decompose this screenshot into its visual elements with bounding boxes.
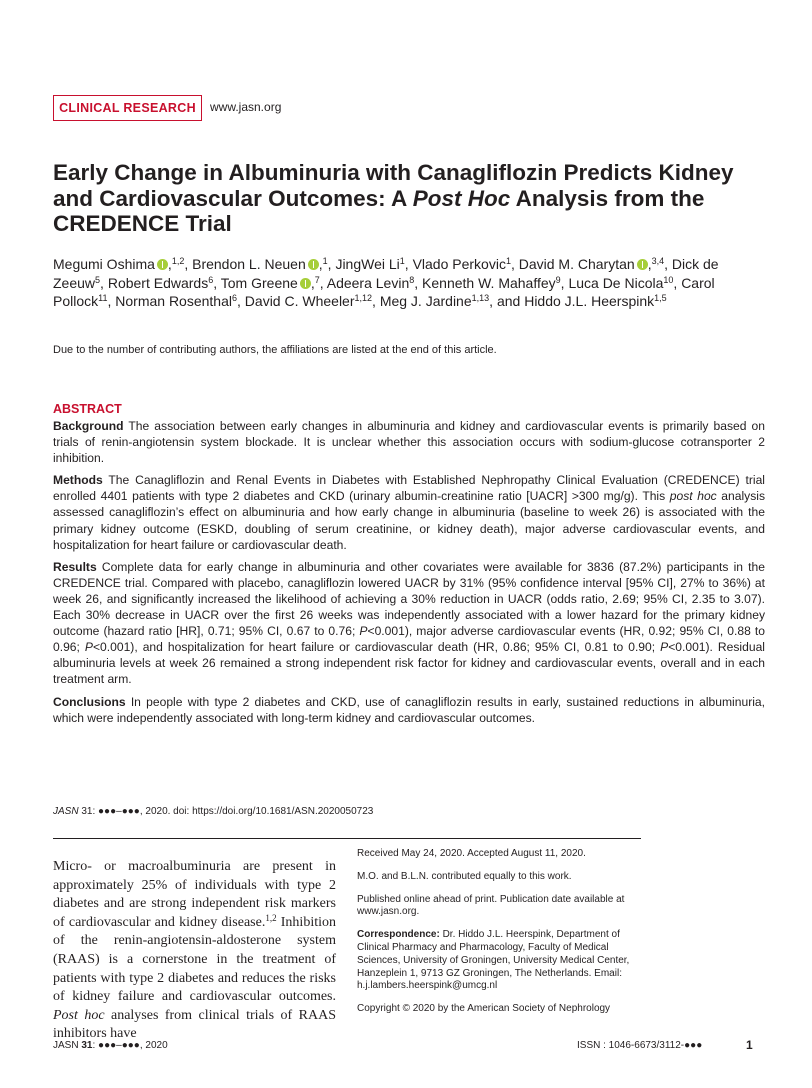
conclusions-text: In people with type 2 diabetes and CKD, use of canagliflozin results in early, sustained reductions in albuminuria, which were independently associated with long-term kidney and cardiovascular outcomes. xyxy=(53,694,765,725)
author-name: Dick de Zeeuw xyxy=(53,256,719,291)
affiliation-marker: 6 xyxy=(232,293,238,303)
abstract-results xyxy=(53,559,765,688)
author-name: David C. Wheeler xyxy=(244,293,355,309)
p-value-symbol: P xyxy=(84,640,93,655)
abstract-body xyxy=(53,418,765,732)
author xyxy=(380,293,489,309)
author-name: David M. Charytan xyxy=(518,256,635,272)
abstract-background xyxy=(53,418,765,466)
methods-label: Methods xyxy=(53,473,103,488)
affiliation-marker: 1 xyxy=(322,256,328,266)
author-name: Kenneth W. Mahaffey xyxy=(422,274,556,291)
affiliation-marker: 1,5 xyxy=(654,293,667,303)
author-name: Megumi Oshima xyxy=(53,256,155,272)
title-part: Analysis from the CREDENCE Trial xyxy=(53,185,705,236)
citation-rest[interactable]: 31: ●●●–●●●, 2020. doi: https://doi.org/10.1681/ASN.2020050723 xyxy=(78,806,374,817)
footer-issn: ISSN : 1046-6673/3112-●●● xyxy=(577,1040,703,1051)
affiliation-marker: 1 xyxy=(399,256,405,266)
article-notes xyxy=(357,848,641,1026)
intro-text: Inhibition of the renin-angiotensin-aldosterone system (RAAS) is a cornerstone in the treatment of patients with type 2 diabetes and reduces the risks of kidney failure and cardiovascular outcomes. xyxy=(53,914,336,1005)
author xyxy=(245,293,372,309)
affiliation-marker: 8 xyxy=(409,274,415,285)
results-text: <0.001). Residual albuminuria levels at week 26 remained a strong independent risk factor for kidney and cardiovascular events, overall and in each treatment arm. xyxy=(53,640,765,687)
author xyxy=(524,293,666,309)
affiliation-marker: 1,13 xyxy=(471,293,490,303)
author xyxy=(115,293,237,309)
equal-contribution-note: M.O. and B.L.N. contributed equally to this work. xyxy=(357,870,572,882)
author-name: Norman Rosenthal xyxy=(115,293,232,309)
affiliation-marker: 1,12 xyxy=(354,293,373,303)
citation-journal: JASN xyxy=(53,806,79,817)
footer-pages: : ●●●–●●●, 2020 xyxy=(92,1040,168,1051)
correspondence-note xyxy=(357,929,641,993)
author xyxy=(568,275,673,291)
affiliation-marker: 10 xyxy=(663,274,674,285)
conclusions-label: Conclusions xyxy=(53,694,126,709)
p-value-symbol: P xyxy=(660,640,669,655)
orcid-icon[interactable] xyxy=(157,259,168,270)
author-name: Meg J. Jardine xyxy=(379,293,472,309)
copyright-note: Copyright © 2020 by the American Society of Nephrology xyxy=(357,1003,611,1015)
orcid-icon[interactable] xyxy=(300,278,311,289)
author-name: Luca De Nicola xyxy=(568,274,664,291)
background-text: The association between early changes in albuminuria and kidney and cardiovascular events is primarily based on trials of renin-angiotensin system blockade. It is unclear whether this association occurs with sodium-glucose cotransporter 2 inhibition. xyxy=(53,419,765,466)
abstract-methods xyxy=(53,472,765,552)
abstract-conclusions xyxy=(53,694,765,726)
author: David M. Charytan ,$^{3,4}$ xyxy=(518,256,665,272)
intro-italic: Post hoc xyxy=(53,1007,105,1023)
affiliation-marker: 9 xyxy=(555,274,561,285)
author-list: Megumi Oshima ,$^{1,2}$, Brendon L. Neuen ,$^1$, JingWei Li$^1$, Vlado Perkovic$^1$, David M. Charytan ,$^{3,4}$, Dick de Zeeuw$^5$, Robert Edwards$^6$, Tom Greene ,$^7$, Adeera Levin$^8$, Kenneth W. Mahaffey$^9$, Luca De Nicola$^{10}$, Carol Pollock$^{11}$, Norman Rosenthal$^6$, David C. Wheeler$^{1,12}$, Meg J. Jardine$^{1,13}$, and Hiddo J.L. Heerspink$^{1,5}$ xyxy=(53,256,719,309)
intro-paragraph xyxy=(53,858,336,1044)
abstract-heading: ABSTRACT xyxy=(53,402,122,416)
background-label: Background xyxy=(53,419,124,433)
citation xyxy=(53,806,373,817)
results-text: Complete data for early change in albuminuria and other covariates were available for 3836 (87.2%) participants in the CREDENCE trial. Compared with placebo, canagliflozin lowered UACR by 31% (95% confidence interval [95% CI], 27% to 36%) at week 26, and significantly increased the likelihood of achieving a 30% reduction in UACR (odds ratio, 2.69; 95% CI, 2.35 to 3.07). Each 30% decrease in UACR over the first 26 weeks was independently associated with a lower hazard for the primary kidney outcome (hazard ratio [HR], 0.71; 95% CI, 0.67 to 0.76; xyxy=(53,559,765,639)
author xyxy=(327,275,415,291)
orcid-icon[interactable] xyxy=(637,259,648,270)
author-name: JingWei Li xyxy=(335,256,400,272)
methods-italic: post hoc xyxy=(669,489,717,504)
affiliation-marker: 5 xyxy=(95,274,101,285)
author-name: Robert Edwards xyxy=(107,274,209,291)
affiliation-marker: 11 xyxy=(98,293,108,303)
footer-journal xyxy=(53,1040,168,1051)
affiliation-marker: 6 xyxy=(208,274,214,285)
reference-marker[interactable]: 1,2 xyxy=(265,912,277,923)
section-tag: CLINICAL RESEARCH xyxy=(53,95,202,121)
author-name: Adeera Levin xyxy=(326,274,410,291)
article-title xyxy=(53,160,753,237)
results-label: Results xyxy=(53,559,97,574)
affiliation-marker: 1,2 xyxy=(171,256,185,266)
author xyxy=(413,256,511,272)
received-note: Received May 24, 2020. Accepted August 11, 2020. xyxy=(357,848,586,859)
footer-journal-name: JASN xyxy=(53,1040,82,1051)
methods-text: analysis assessed canagliflozin’s effect on albuminuria and how early change in albuminuria (baseline to week 26) is associated with the primary kidney outcome (ESKD, doubling of serum creatinine, or kidney death), major adverse cardiovascular events, and hospitalization for heart failure or cardiovascular death. xyxy=(53,489,766,552)
intro-text: analyses from clinical trials of RAAS inhibitors have xyxy=(53,1007,337,1042)
affiliation-marker: 7 xyxy=(314,274,320,285)
author-name: Brendon L. Neuen xyxy=(192,256,306,272)
affiliation-marker: 3,4 xyxy=(651,256,665,266)
p-value-symbol: P xyxy=(359,624,368,639)
published-note: Published online ahead of print. Publication date available at www.jasn.org. xyxy=(357,893,625,918)
page-number: 1 xyxy=(746,1038,753,1052)
author xyxy=(335,256,404,272)
footer-volume: 31 xyxy=(81,1040,93,1051)
divider xyxy=(53,838,641,839)
author: Brendon L. Neuen ,$^1$ xyxy=(192,256,328,272)
orcid-icon[interactable] xyxy=(308,259,319,270)
journal-url[interactable]: www.jasn.org xyxy=(210,100,282,114)
title-italic: Post Hoc xyxy=(412,185,511,211)
intro-text: Micro- or macroalbuminuria are present in approximately 25% of individuals with type 2 diabetes and are strong independent risk markers of cardiovascular and kidney disease. xyxy=(53,859,336,930)
affiliation-marker: 1 xyxy=(505,256,511,266)
author-name: Vlado Perkovic xyxy=(412,256,506,272)
results-text: <0.001), and hospitalization for heart failure or cardiovascular death (HR, 0.86; 95% CI, 0.81 to 0.90; xyxy=(92,640,661,655)
author xyxy=(108,275,213,291)
results-text: <0.001), major adverse cardiovascular events (HR, 0.92; 95% CI, 0.88 to 0.96; xyxy=(53,624,765,655)
correspondence-label: Correspondence: xyxy=(357,929,440,941)
author xyxy=(422,275,561,291)
author: Tom Greene ,$^7$ xyxy=(220,274,320,291)
correspondence-text: Dr. Hiddo J.L. Heerspink, Department of Clinical Pharmacy and Pharmacology, Faculty of Medical Sciences, University of Groningen, University Medical Center, Hanzeplein 1, 9713 GZ Groningen, The Netherlands. Email: h.j.lambers.heerspink@umcg.nl xyxy=(357,929,630,992)
author-name: Hiddo J.L. Heerspink xyxy=(524,293,655,309)
author: Megumi Oshima ,$^{1,2}$ xyxy=(53,256,185,272)
author-name: Carol Pollock xyxy=(53,274,715,309)
title-part: Early Change in Albuminuria with Canagliflozin Predicts Kidney and Cardiovascular Outcomes: A xyxy=(53,160,734,211)
author-name: Tom Greene xyxy=(220,274,298,291)
methods-text: The Canagliflozin and Renal Events in Diabetes with Established Nephropathy Clinical Evaluation (CREDENCE) trial enrolled 4401 patients with type 2 diabetes and CKD (urinary albumin-creatinine ratio [UACR] >300 mg/g). This xyxy=(53,473,765,504)
affiliation-note: Due to the number of contributing authors, the affiliations are listed at the end of this article. xyxy=(53,344,497,356)
